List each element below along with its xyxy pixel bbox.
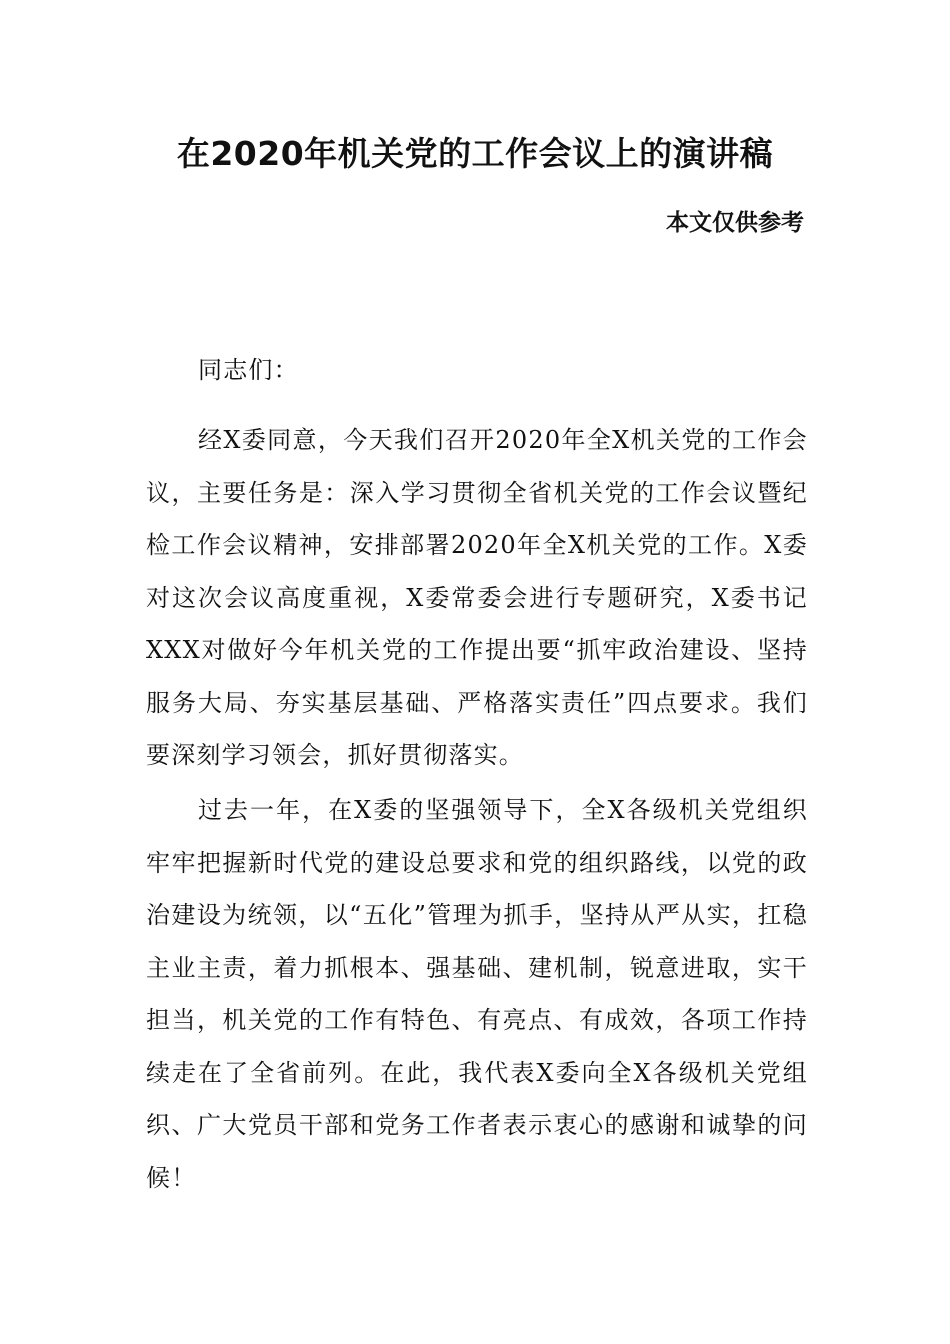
paragraph-2: 过去一年，在X委的坚强领导下，全X各级机关党组织牢牢把握新时代党的建设总要求和党的组织路线，以党的政治建设为统领，以“五化”管理为抓手，坚持从严从实，扛稳主业主责，着力抓根本、强基础、建机制，锐意进取，实干担当，机关党的工作有特色、有亮点、有成效，各项工作持续走在了全省前列。在此，我代表X委向全X各级机关党组织、广大党员干部和党务工作者表示衷心的感谢和诚挚的问候！ [146, 796, 808, 1192]
document-title: 在2020年机关党的工作会议上的演讲稿 [176, 134, 774, 173]
greeting: 同志们： [198, 356, 299, 384]
reference-note: 本文仅供参考 [666, 210, 804, 236]
paragraph-1: 经X委同意，今天我们召开2020年全X机关党的工作会议，主要任务是：深入学习贯彻全省机关党的工作会议暨纪检工作会议精神，安排部署2020年全X机关党的工作。X委对这次会议高度重视，X委常委会进行专题研究，X委书记XXX对做好今年机关党的工作提出要“抓牢政治建设、坚持服务大局、夯实基层基础、严格落实责任”四点要求。我们要深刻学习领会，抓好贯彻落实。 [146, 426, 808, 769]
